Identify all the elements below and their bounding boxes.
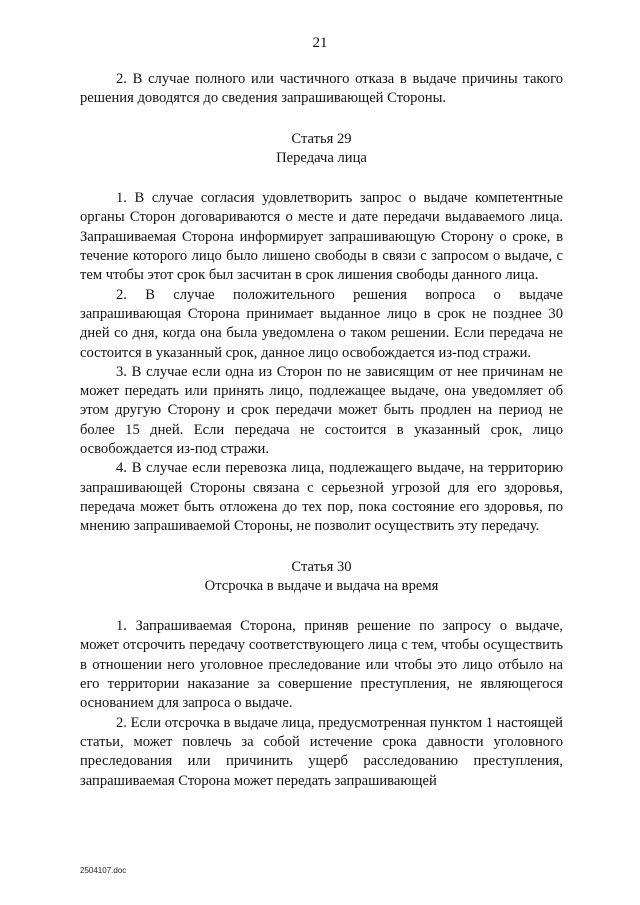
- document-body: [80, 70, 563, 791]
- spacer: [80, 109, 563, 130]
- article-30-title: Статья 30: [291, 558, 352, 575]
- document-file-code: 2504107.doc: [80, 866, 127, 875]
- article-29-paragraph-3: 3. В случае если одна из Сторон по не зависящим от нее причинам не может передать или принять лицо, подлежащее выдаче, она уведомляет об этом другую Сторону и срок передачи может быть продлен на период не более 15 дней. Если передача не состоится в указанный срок, лицо освобождается из-под стражи.: [80, 363, 563, 458]
- article-29-subtitle: Передача лица: [276, 149, 367, 166]
- page-number: 21: [312, 35, 328, 51]
- article-30-paragraph-2: 2. Если отсрочка в выдаче лица, предусмотренная пунктом 1 настоящей статьи, может повлечь за собой истечение срока давности уголовного преследования или причинить ущерб расследованию преступления, запрашиваемая Сторона может передать запрашивающей: [80, 714, 563, 789]
- article-29-paragraph-4: 4. В случае если перевозка лица, подлежащего выдаче, на территорию запрашивающей Стороны связана с серьезной угрозой для его здоровья, передача может быть отложена до тех пор, пока состояние его здоровья, по мнению запрашиваемой Стороны, не позволит осуществить эту передачу.: [80, 460, 563, 535]
- article-30-paragraph-1: 1. Запрашиваемая Сторона, приняв решение по запросу о выдаче, может отсрочить передачу соответствующего лица с тем, чтобы осуществить в отношении него уголовное преследование или чтобы это лицо отбыло на его территории наказание за совершение преступления, не являющегося основанием для запроса о выдаче.: [80, 618, 563, 712]
- article-29-title: Статья 29: [291, 130, 352, 147]
- spacer: [80, 537, 563, 558]
- spacer: [80, 596, 563, 617]
- article-29-paragraph-2: 2. В случае положительного решения вопроса о выдаче запрашивающая Сторона принимает выданное лицо в срок не позднее 30 дней со дня, когда она была уведомлена о таком решении. Если передача не состоится в указанный срок, данное лицо освобождается из-под стражи.: [80, 286, 563, 361]
- intro-paragraph: 2. В случае полного или частичного отказа в выдаче причины такого решения доводятся до сведения запрашивающей Стороны.: [80, 71, 563, 107]
- article-30-subtitle: Отсрочка в выдаче и выдача на время: [204, 577, 439, 594]
- spacer: [80, 168, 563, 189]
- article-29-paragraph-1: 1. В случае согласия удовлетворить запрос о выдаче компетентные органы Сторон договариваются о месте и дате передачи выдаваемого лица. Запрашиваемая Сторона информирует запрашивающую Сторону о сроке, в течение которого лицо было лишено свободы в связи с запросом о выдаче, с тем чтобы этот срок был засчитан в срок лишения свободы данного лица.: [80, 190, 563, 284]
